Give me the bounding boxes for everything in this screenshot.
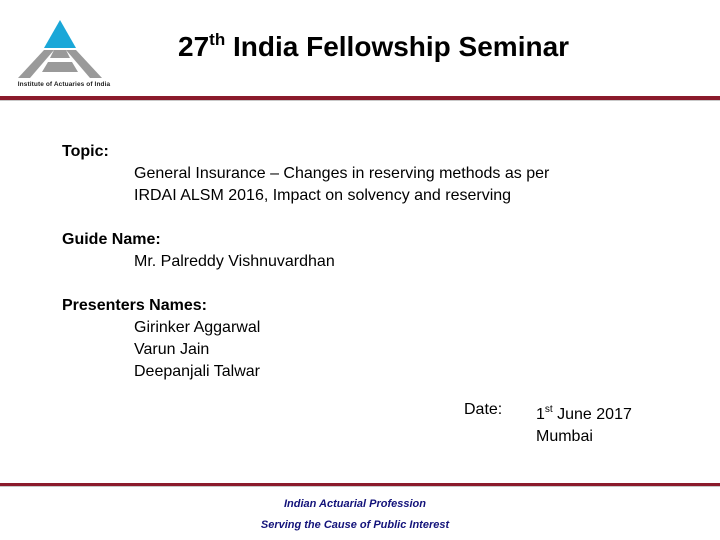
date-place: Mumbai: [536, 428, 593, 445]
title-suffix: th: [209, 30, 226, 49]
topic-label: Topic:: [62, 143, 109, 160]
footer-line-1: Indian Actuarial Profession: [283, 498, 426, 510]
footer: [0, 494, 710, 536]
date-day-suffix: st: [544, 404, 553, 415]
presenters-label: Presenters Names:: [62, 297, 207, 314]
presenter-name: Girinker Aggarwal: [134, 319, 261, 336]
institute-logo: [14, 10, 114, 94]
logo-triangle-icon: [14, 10, 114, 80]
presenter-name: Varun Jain: [134, 341, 210, 358]
header-divider: [0, 96, 720, 101]
logo-caption: Institute of Actuaries of India: [17, 81, 111, 88]
page-title: [178, 30, 648, 63]
date-block: [464, 399, 632, 448]
date-label: Date:: [464, 401, 503, 418]
footer-divider: [0, 483, 720, 487]
title-text: India Fellowship Seminar: [225, 31, 570, 62]
guide-name: Mr. Palreddy Vishnuvardhan: [134, 253, 335, 270]
presenter-name: Deepanjali Talwar: [134, 363, 260, 380]
footer-line-2: Serving the Cause of Public Interest: [260, 519, 450, 531]
date-month-year: June 2017: [552, 406, 632, 423]
slide-body: [62, 141, 682, 383]
topic-line-2: IRDAI ALSM 2016, Impact on solvency and reserving: [134, 187, 512, 204]
title-number: 27: [178, 31, 210, 62]
topic-line-1: General Insurance – Changes in reserving methods as per: [134, 165, 550, 182]
date-value: [536, 399, 632, 426]
date-day: 1: [536, 406, 545, 423]
guide-label: Guide Name:: [62, 231, 161, 248]
